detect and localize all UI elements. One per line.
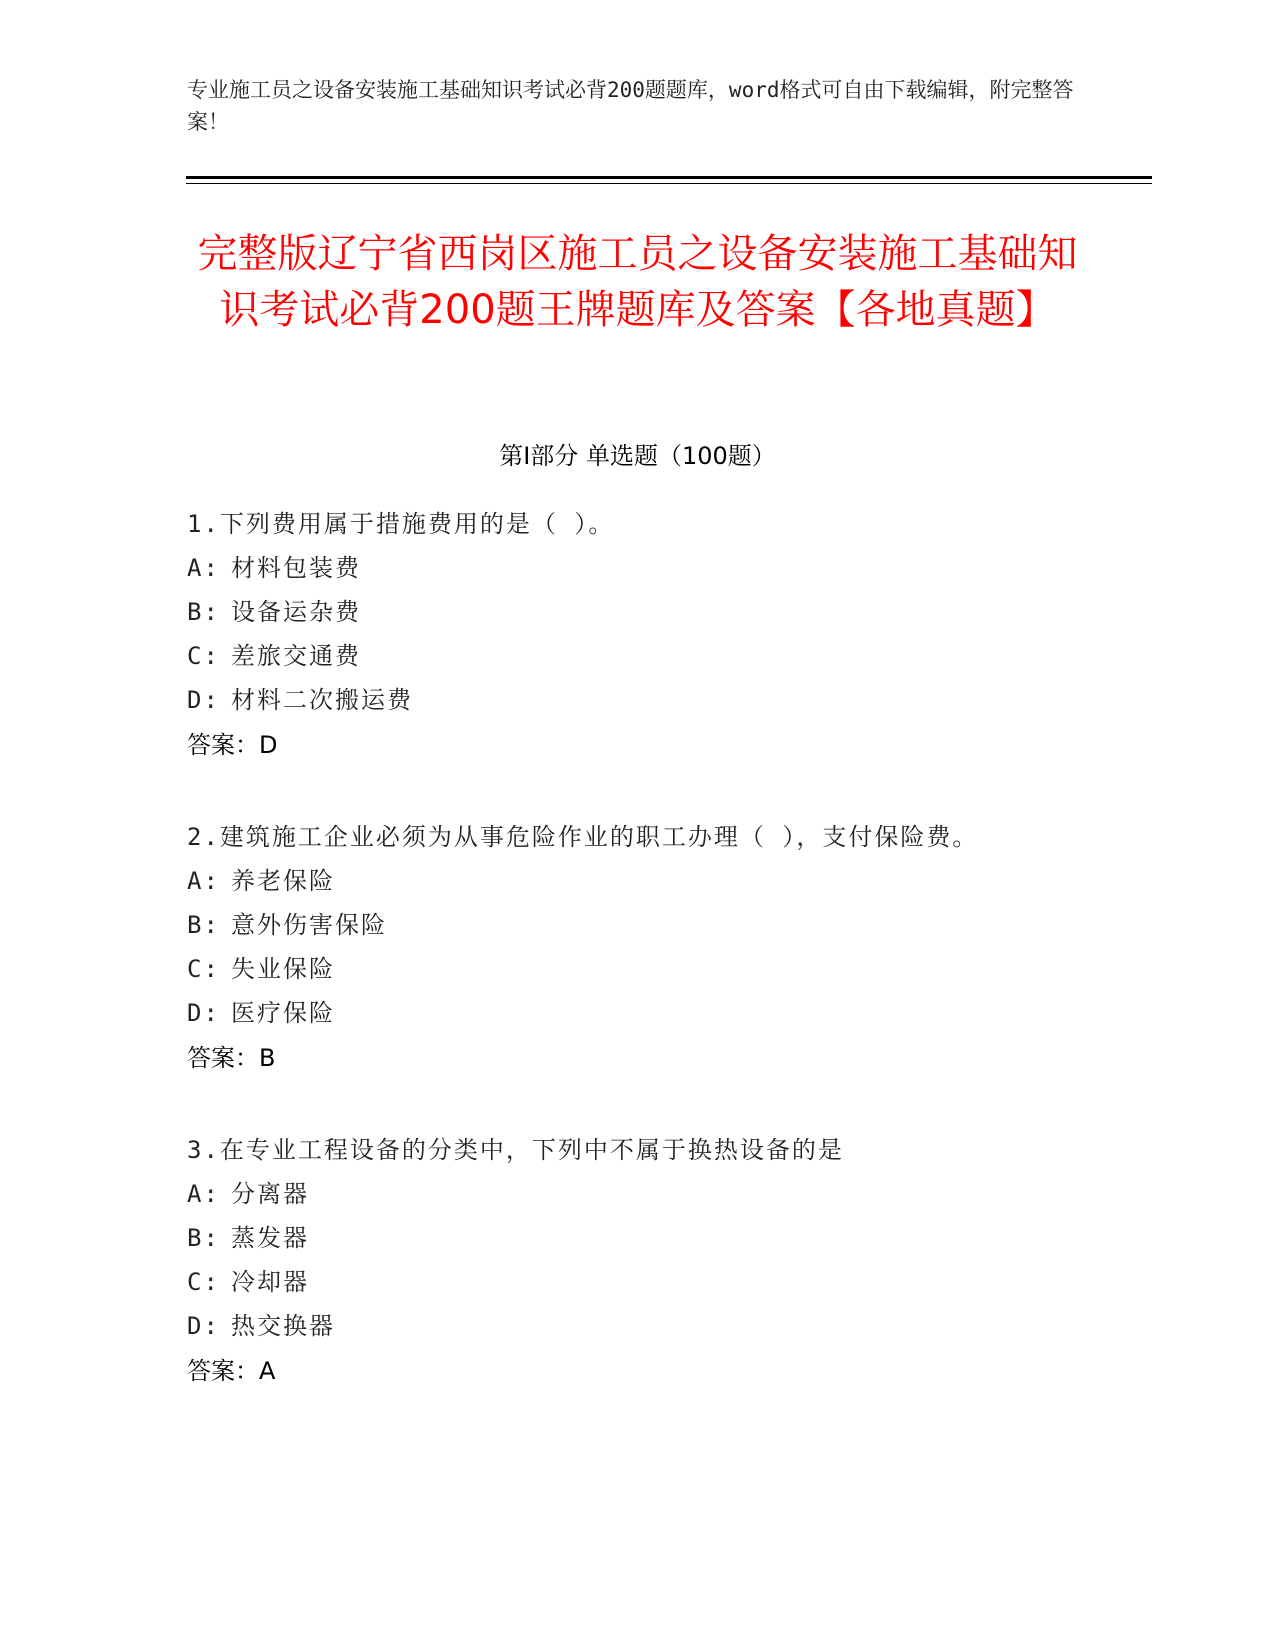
- question-1: [187, 502, 1147, 768]
- question-stem: 3.在专业工程设备的分类中，下列中不属于换热设备的是: [187, 1136, 844, 1164]
- option-d: [187, 1304, 1147, 1348]
- question-stem: 1.下列费用属于措施费用的是（ ）。: [187, 510, 615, 538]
- option-b: [187, 590, 1147, 634]
- option-letter: A:: [187, 554, 220, 582]
- option-a: [187, 546, 1147, 590]
- option-letter: A:: [187, 1180, 220, 1208]
- option-a: [187, 1172, 1147, 1216]
- option-letter: D:: [187, 686, 220, 714]
- option-letter: D:: [187, 999, 220, 1027]
- header-note: 专业施工员之设备安装施工基础知识考试必背200题题库，word格式可自由下载编辑，附完整答案！: [187, 78, 1074, 134]
- option-a: [187, 859, 1147, 903]
- option-b: [187, 1216, 1147, 1260]
- option-text: 分离器: [231, 1180, 309, 1208]
- option-text: 设备运杂费: [231, 598, 361, 626]
- option-d: [187, 991, 1147, 1035]
- option-c: [187, 1260, 1147, 1304]
- option-letter: B:: [187, 1224, 220, 1252]
- section-title: 第Ⅰ部分 单选题（100题）: [499, 442, 776, 470]
- answer: 答案：A: [187, 1357, 276, 1385]
- option-c: [187, 634, 1147, 678]
- question-2: [187, 815, 1147, 1081]
- option-text: 材料二次搬运费: [231, 686, 413, 714]
- option-text: 热交换器: [231, 1312, 335, 1340]
- option-letter: A:: [187, 867, 220, 895]
- option-text: 材料包装费: [231, 554, 361, 582]
- answer: 答案：D: [187, 731, 278, 759]
- option-text: 差旅交通费: [231, 642, 361, 670]
- option-letter: D:: [187, 1312, 220, 1340]
- question-stem: 2.建筑施工企业必须为从事危险作业的职工办理（ ），支付保险费。: [187, 823, 979, 851]
- option-letter: B:: [187, 598, 220, 626]
- document-title: 完整版辽宁省西岗区施工员之设备安装施工基础知识考试必背200题王牌题库及答案【各地真题】: [197, 231, 1078, 333]
- option-text: 意外伤害保险: [231, 911, 387, 939]
- option-text: 失业保险: [231, 955, 335, 983]
- option-text: 医疗保险: [231, 999, 335, 1027]
- option-text: 冷却器: [231, 1268, 309, 1296]
- option-letter: C:: [187, 642, 220, 670]
- option-text: 蒸发器: [231, 1224, 309, 1252]
- header-divider-thick: [186, 176, 1152, 179]
- option-d: [187, 678, 1147, 722]
- answer: 答案：B: [187, 1044, 276, 1072]
- option-b: [187, 903, 1147, 947]
- header-divider-thin: [186, 183, 1152, 184]
- option-c: [187, 947, 1147, 991]
- option-letter: C:: [187, 955, 220, 983]
- option-text: 养老保险: [231, 867, 335, 895]
- question-3: [187, 1128, 1147, 1394]
- option-letter: B:: [187, 911, 220, 939]
- option-letter: C:: [187, 1268, 220, 1296]
